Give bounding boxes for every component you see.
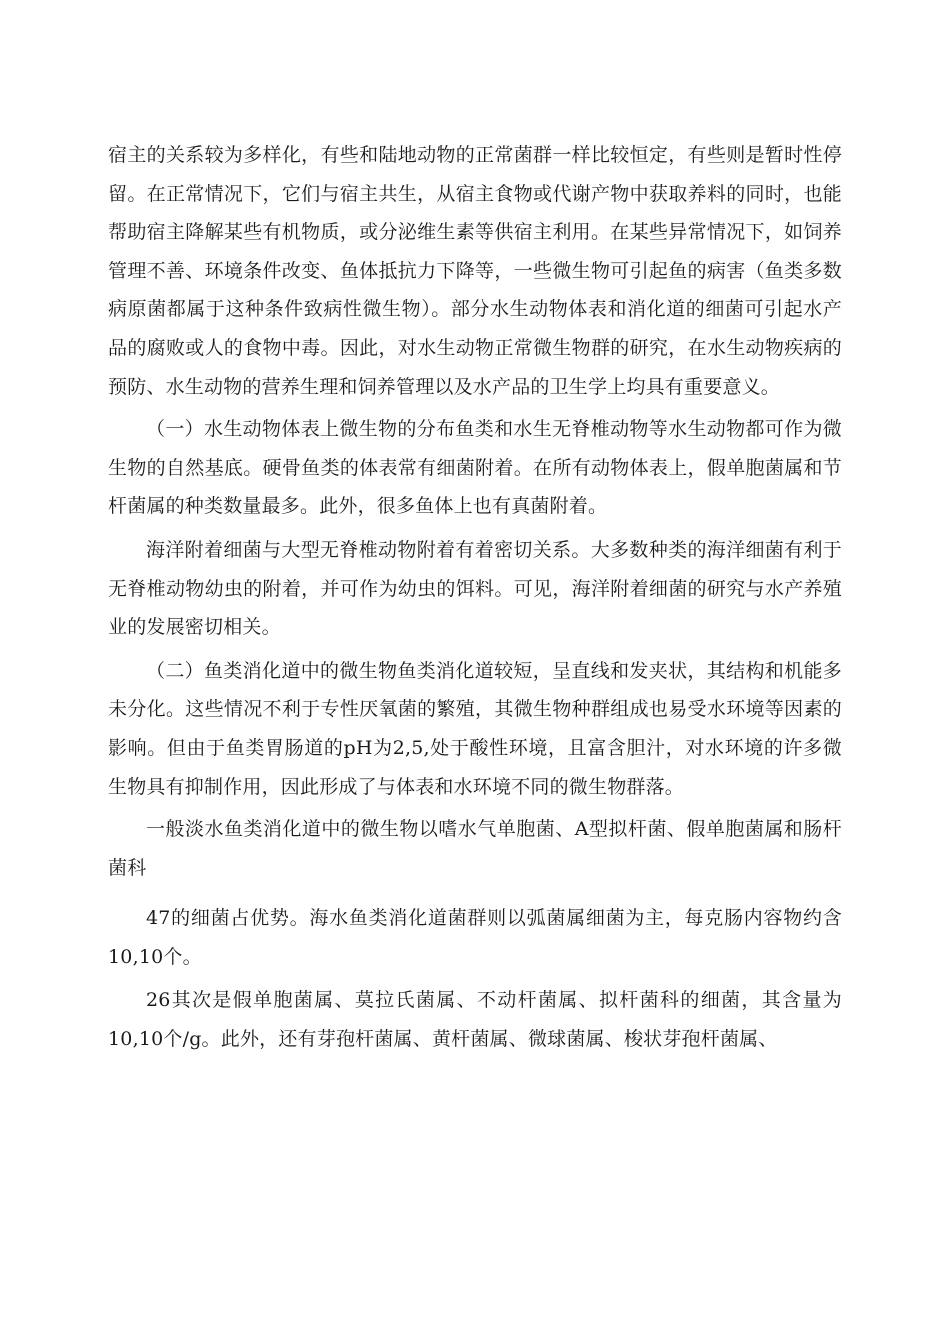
paragraph-body-surface-microbes: （一）水生动物体表上微生物的分布鱼类和水生无脊椎动物等水生动物都可作为微生物的自然基底。硬骨鱼类的体表常有细菌附着。在所有动物体表上，假单胞菌属和节杆菌属的种类数量最多。此外，很多鱼体上也有真菌附着。	[108, 418, 842, 518]
paragraph-marine-fish-flora: 47的细菌占优势。海水鱼类消化道菌群则以弧菌属细菌为主，每克肠内容物约含10,10个。	[108, 907, 842, 968]
paragraph-secondary-genera: 26其次是假单胞菌属、莫拉氏菌属、不动杆菌属、拟杆菌科的细菌，其含量为10,10个/g。此外，还有芽孢杆菌属、黄杆菌属、微球菌属、梭状芽孢杆菌属、	[108, 989, 842, 1051]
paragraph-freshwater-fish-flora: 一般淡水鱼类消化道中的微生物以嗜水气单胞菌、A型拟杆菌、假单胞菌属和肠杆菌科	[108, 818, 842, 879]
paragraph-marine-attached-bacteria: 海洋附着细菌与大型无脊椎动物附着有着密切关系。大多数种类的海洋细菌有利于无脊椎动物幼虫的附着，并可作为幼虫的饵料。可见，海洋附着细菌的研究与水产养殖业的发展密切相关。	[108, 538, 842, 639]
document-page	[108, 136, 842, 1059]
paragraph-host-relationship: 宿主的关系较为多样化，有些和陆地动物的正常菌群一样比较恒定，有些则是暂时性停留。在正常情况下，它们与宿主共生，从宿主食物或代谢产物中获取养料的同时，也能帮助宿主降解某些有机物质，或分泌维生素等供宿主利用。在某些异常情况下，如饲养管理不善、环境条件改变、鱼体抵抗力下降等，一些微生物可引起鱼的病害（鱼类多数病原菌都属于这种条件致病性微生物）。部分水生动物体表和消化道的细菌可引起水产品的腐败或人的食物中毒。因此，对水生动物正常微生物群的研究，在水生动物疾病的预防、水生动物的营养生理和饲养管理以及水产品的卫生学上均具有重要意义。	[108, 144, 842, 398]
paragraph-digestive-tract-microbes: （二）鱼类消化道中的微生物鱼类消化道较短，呈直线和发夹状，其结构和机能多未分化。这些情况不利于专性厌氧菌的繁殖，其微生物种群组成也易受水环境等因素的影响。但由于鱼类胃肠道的pH为2,5,处于酸性环境，且富含胆汁，对水环境的许多微生物具有抑制作用，因此形成了与体表和水环境不同的微生物群落。	[108, 659, 842, 798]
